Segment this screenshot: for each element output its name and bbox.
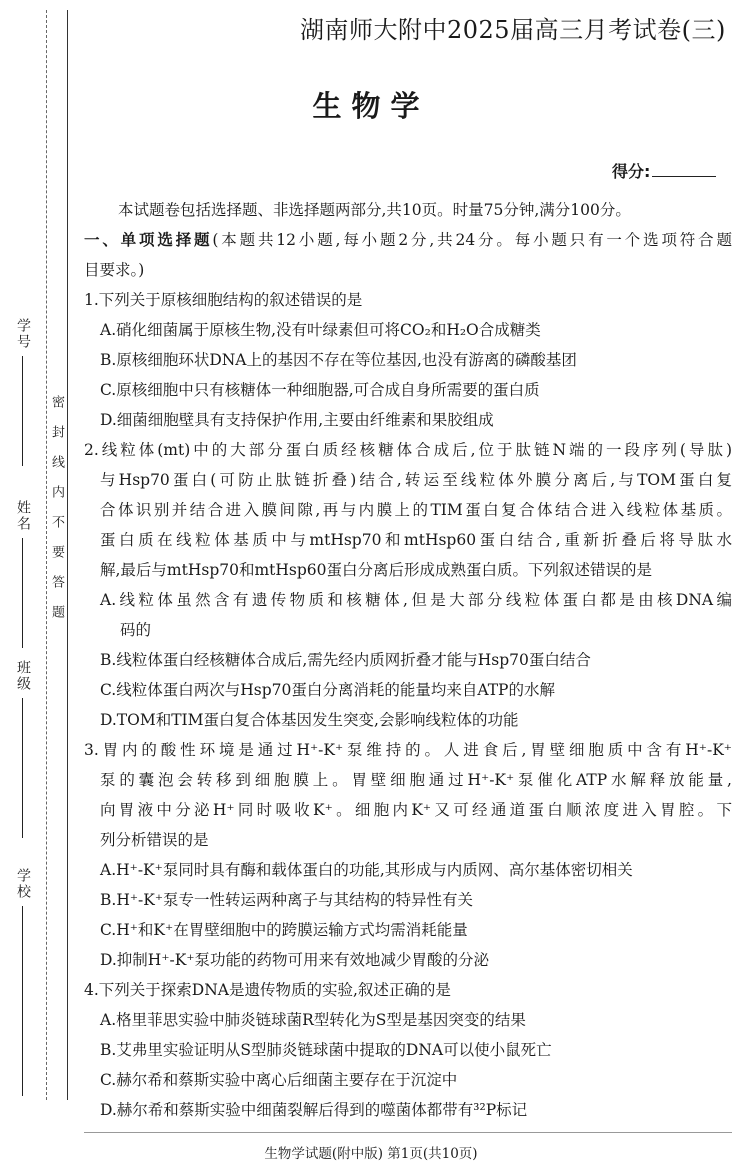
student-id-field[interactable] [10, 318, 36, 466]
answer-option[interactable]: A.线粒体虽然含有遗传物质和核糖体,但是大部分线粒体蛋白都是由核DNA编 [100, 591, 732, 609]
answer-option[interactable]: B.艾弗里实验证明从S型肺炎链球菌中提取的DNA可以使小鼠死亡 [100, 1041, 552, 1059]
answer-option[interactable]: B.线粒体蛋白经核糖体合成后,需先经内质网折叠才能与Hsp70蛋白结合 [100, 651, 591, 669]
class-label: 班级 [15, 660, 31, 692]
score-label: 得分: [612, 162, 651, 181]
answer-option[interactable]: C.赫尔希和蔡斯实验中离心后细菌主要存在于沉淀中 [100, 1071, 458, 1089]
name-blank[interactable] [22, 538, 24, 648]
class-blank[interactable] [22, 698, 24, 838]
subject-title: 生物学 [312, 89, 430, 123]
answer-option[interactable]: D.TOM和TIM蛋白复合体基因发生突变,会影响线粒体的功能 [100, 711, 519, 729]
answer-option[interactable]: C.原核细胞中只有核糖体一种细胞器,可合成自身所需要的蛋白质 [100, 381, 540, 399]
name-label: 姓名 [15, 500, 31, 532]
answer-option[interactable]: A.硝化细菌属于原核生物,没有叶绿素但可将CO₂和H₂O合成糖类 [100, 321, 541, 339]
question-stem: 2.线粒体(mt)中的大部分蛋白质经核糖体合成后,位于肽链N端的一段序列(导肽) [84, 441, 732, 459]
school-field[interactable] [10, 868, 36, 1096]
score-blank[interactable] [652, 176, 716, 177]
footer-divider [84, 1132, 732, 1133]
answer-option[interactable]: A.H⁺-K⁺泵同时具有酶和载体蛋白的功能,其形成与内质网、高尔基体密切相关 [100, 861, 633, 879]
binding-margin [0, 0, 78, 1175]
class-field[interactable] [10, 660, 36, 838]
section-heading-line [84, 225, 732, 255]
answer-option[interactable]: A.格里菲思实验中肺炎链球菌R型转化为S型是基因突变的结果 [100, 1011, 526, 1029]
school-label: 学校 [15, 868, 31, 900]
question-content [84, 195, 732, 1125]
answer-option[interactable]: D.赫尔希和蔡斯实验中细菌裂解后得到的噬菌体都带有³²P标记 [100, 1101, 528, 1119]
question-stem-cont: 解,最后与mtHsp70和mtHsp60蛋白分离后形成成熟蛋白质。下列叙述错误的是 [100, 561, 653, 579]
answer-option[interactable]: B.H⁺-K⁺泵专一性转运两种离子与其结构的特异性有关 [100, 891, 474, 909]
score-box [612, 159, 732, 182]
student-id-blank[interactable] [22, 356, 24, 466]
question-stem-cont: 蛋白质在线粒体基质中与mtHsp70和mtHsp60蛋白结合,重新折叠后将导肽水 [100, 531, 732, 549]
question [84, 975, 732, 1125]
question-stem-cont: 列分析错误的是 [100, 831, 209, 849]
answer-option-cont[interactable]: 码的 [120, 621, 152, 639]
question-list [84, 285, 732, 1125]
question-stem: 1.下列关于原核细胞结构的叙述错误的是 [84, 291, 363, 309]
question [84, 285, 732, 435]
question-stem-cont: 向胃液中分泌H⁺同时吸收K⁺。细胞内K⁺又可经通道蛋白顺浓度进入胃腔。下 [100, 801, 732, 819]
exam-title: 湖南师大附中2025届高三月考试卷(三) [300, 16, 726, 44]
question-stem-cont: 合体识别并结合进入膜间隙,再与内膜上的TIM蛋白复合体结合进入线粒体基质。 [100, 501, 732, 519]
page-footer: 生物学试题(附中版) 第1页(共10页) [264, 1146, 478, 1162]
answer-option[interactable]: C.线粒体蛋白两次与Hsp70蛋白分离消耗的能量均来自ATP的水解 [100, 681, 555, 699]
question-stem: 3.胃内的酸性环境是通过H⁺-K⁺泵维持的。人进食后,胃壁细胞质中含有H⁺-K⁺ [84, 741, 732, 759]
question-stem-cont: 泵的囊泡会转移到细胞膜上。胃壁细胞通过H⁺-K⁺泵催化ATP水解释放能量, [100, 771, 732, 789]
name-field[interactable] [10, 500, 36, 648]
student-id-label: 学号 [15, 318, 31, 350]
question [84, 435, 732, 735]
section-instructions-cont: 目要求。) [84, 261, 145, 279]
exam-intro: 本试题卷包括选择题、非选择题两部分,共10页。时量75分钟,满分100分。 [118, 201, 631, 219]
answer-option[interactable]: B.原核细胞环状DNA上的基因不存在等位基因,也没有游离的磷酸基团 [100, 351, 577, 369]
section-heading: 一、单项选择题 [84, 230, 213, 249]
seal-line-notice: 密封线内不要答题 [49, 395, 64, 635]
answer-option[interactable]: D.细菌细胞壁具有支持保护作用,主要由纤维素和果胶组成 [100, 411, 494, 429]
section-instructions: (本题共12小题,每小题2分,共24分。每小题只有一个选项符合题 [212, 231, 732, 249]
answer-option[interactable]: D.抑制H⁺-K⁺泵功能的药物可用来有效地减少胃酸的分泌 [100, 951, 490, 969]
answer-option[interactable]: C.H⁺和K⁺在胃壁细胞中的跨膜运输方式均需消耗能量 [100, 921, 468, 939]
school-blank[interactable] [22, 906, 24, 1096]
seal-solid-line [67, 10, 68, 1100]
question [84, 735, 732, 975]
question-stem: 4.下列关于探索DNA是遗传物质的实验,叙述正确的是 [84, 981, 451, 999]
question-stem-cont: 与Hsp70蛋白(可防止肽链折叠)结合,转运至线粒体外膜分离后,与TOM蛋白复 [100, 471, 732, 489]
